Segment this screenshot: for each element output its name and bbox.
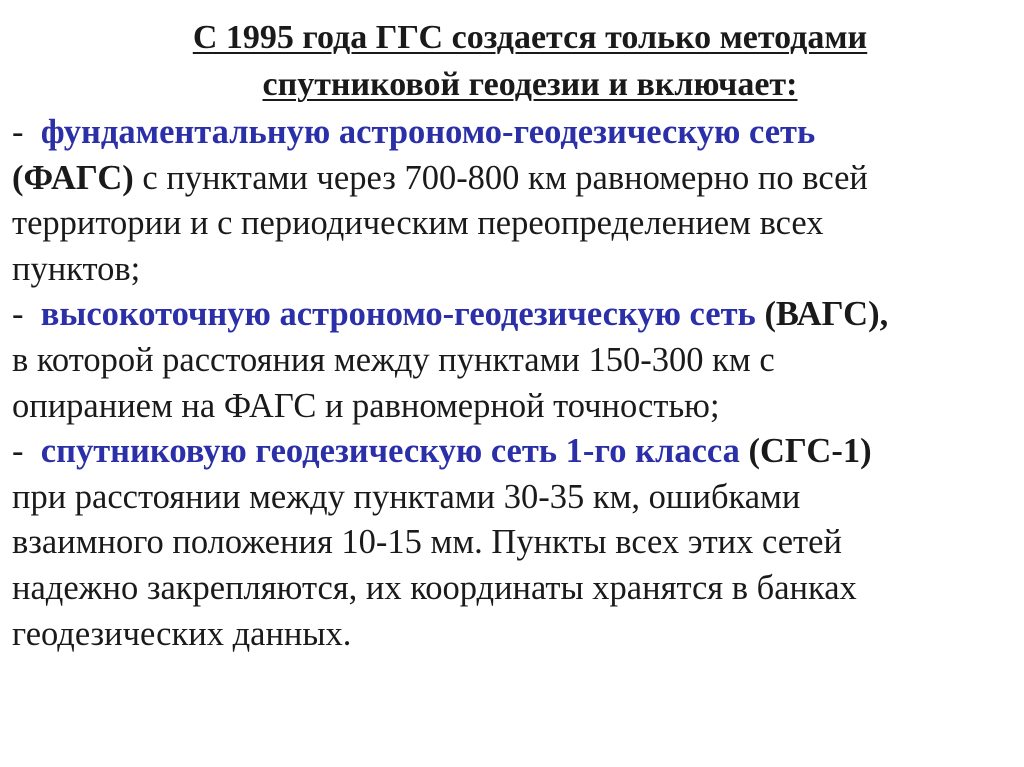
title-line-1 [52,14,1008,61]
item-vags-line-2: опиранием на ФАГС и равномерной точностью; [12,386,720,425]
item-sgs-abbrev: (СГС-1) [748,432,872,471]
item-vags-abbrev: (ВАГС), [764,295,889,334]
item-fags-heading [12,110,1008,156]
item-vags-line-1: в которой расстояния между пунктами 150-300 км с [12,340,775,379]
slide-body [12,110,1008,657]
item-sgs-line-2: взаимного положения 10-15 мм. Пункты всех этих сетей [12,523,842,562]
item-sgs-line-4: геодезических данных. [12,614,352,653]
item-vags-dash: - [12,295,24,334]
title-line-2 [52,61,1008,108]
item-sgs-line-1: при расстоянии между пунктами 30-35 км, ошибками [12,477,801,516]
item-sgs-heading [12,429,1008,475]
item-fags-line-2: территории и с периодическим переопределением всех [12,204,824,243]
title-line-2-text: спутниковой геодезии и включает: [262,66,798,103]
item-vags-highlight: высокоточную астрономо-геодезическую сеть [40,295,756,334]
item-sgs-highlight: спутниковую геодезическую сеть 1-го класса [40,432,740,471]
item-fags-line-3: пунктов; [12,249,141,288]
slide-title [12,14,1008,108]
item-sgs-dash: - [12,432,24,471]
item-sgs-line-3: надежно закрепляются, их координаты хранятся в банках [12,568,857,607]
item-fags-text-1: с пунктами через 700-800 км равномерно по всей [133,158,868,197]
item-fags-highlight: фундаментальную астрономо-геодезическую сеть [40,113,816,151]
item-vags-heading [12,292,1008,338]
title-line-1-text: С 1995 года ГГС создается только методами [192,19,868,56]
item-fags-line-1 [12,156,1008,202]
item-fags-dash: - [12,113,24,151]
item-fags-abbrev: (ФАГС) [12,158,134,197]
